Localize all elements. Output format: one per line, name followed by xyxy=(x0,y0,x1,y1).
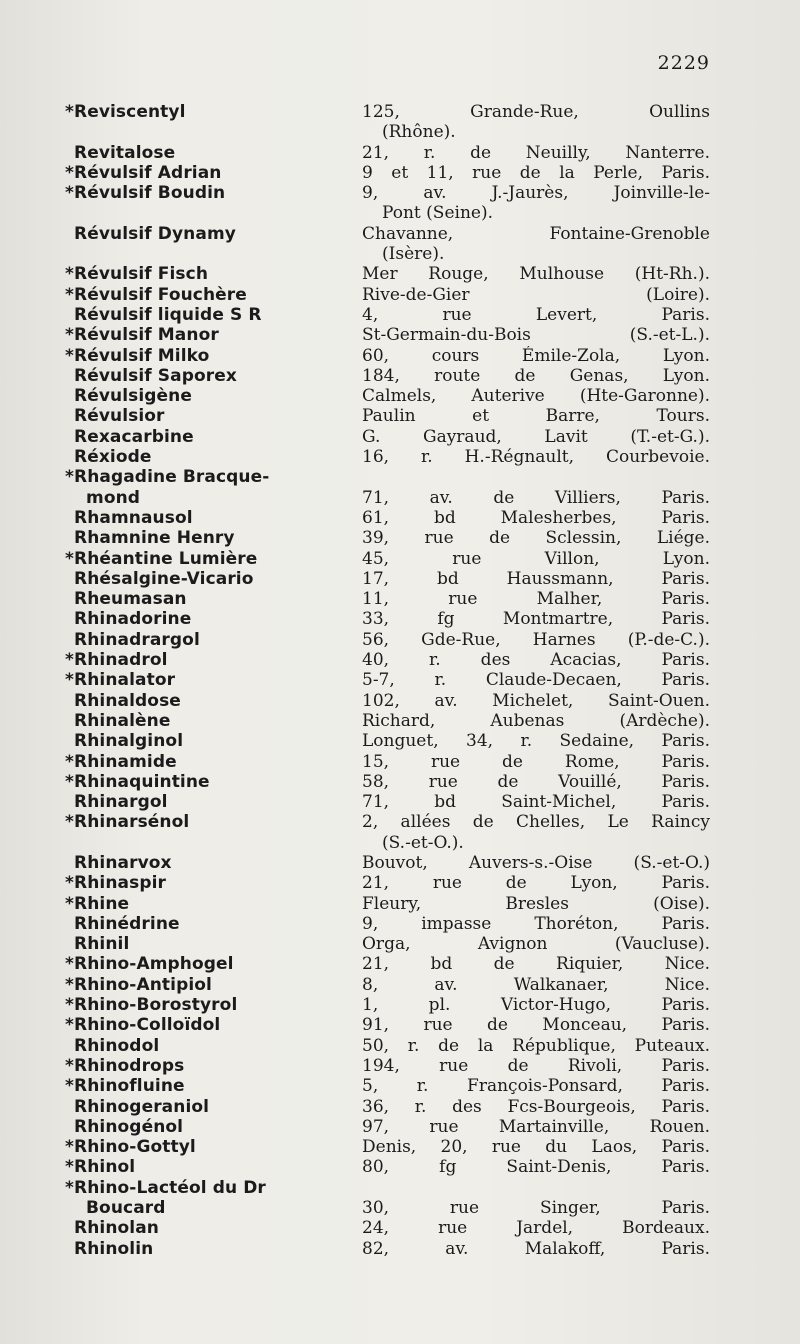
entry-name: Révulsif Adrian xyxy=(74,162,222,183)
entry-address: 8, av. Walkanaer, Nice. xyxy=(362,974,710,995)
entry-name: Révulsif liquide S R xyxy=(74,304,262,325)
entry-address: 21, rue de Lyon, Paris. xyxy=(362,873,710,894)
list-item xyxy=(60,1056,710,1076)
entry-address: 9, av. J.-Jaurès, Joinville-le- xyxy=(362,183,710,204)
entry-address: 17, bd Haussmann, Paris. xyxy=(362,568,710,589)
list-item xyxy=(60,711,710,731)
entry-address: G. Gayraud, Lavit (T.-et-G.). xyxy=(362,426,710,447)
entry-mark: * xyxy=(65,893,74,914)
list-item-continuation xyxy=(60,122,710,142)
entry-mark: * xyxy=(65,1137,74,1158)
entry-mark xyxy=(60,589,74,609)
list-item-continuation xyxy=(60,833,710,853)
entry-mark xyxy=(60,528,74,548)
entry-name: Rhamnausol xyxy=(74,507,193,528)
list-item xyxy=(60,1076,710,1096)
entry-name: Rhinodol xyxy=(74,1035,160,1056)
entry-name: Rhinofluine xyxy=(74,1076,185,1097)
entry-name: Rhinarsénol xyxy=(74,812,190,833)
entry-mark xyxy=(60,1097,74,1117)
entry-name: Révulsif Dynamy xyxy=(74,223,236,244)
entry-address: 71, bd Saint-Michel, Paris. xyxy=(362,792,710,813)
entry-name: Rhinaquintine xyxy=(74,771,210,792)
list-item xyxy=(60,752,710,772)
list-item xyxy=(60,873,710,893)
entry-mark xyxy=(60,508,74,528)
entry-address: 97, rue Martainville, Rouen. xyxy=(362,1116,710,1137)
entry-mark xyxy=(60,143,74,163)
entry-name: Rhinolin xyxy=(74,1238,154,1259)
list-item xyxy=(60,812,710,832)
entry-address: 11, rue Malher, Paris. xyxy=(362,589,710,610)
entry-address: 24, rue Jardel, Bordeaux. xyxy=(362,1218,710,1239)
entry-name: Rhinalène xyxy=(74,710,171,731)
entry-name: Rhinadrargol xyxy=(74,629,200,650)
entry-address: 45, rue Villon, Lyon. xyxy=(362,548,710,569)
entry-mark: * xyxy=(65,974,74,995)
entry-name: Rhinamide xyxy=(74,751,177,772)
entry-name: Rhino-Borostyrol xyxy=(74,995,238,1016)
entry-name: Rhinédrine xyxy=(74,913,180,934)
entry-address: 56, Gde-Rue, Harnes (P.-de-C.). xyxy=(362,629,710,650)
list-item xyxy=(60,163,710,183)
entry-name: Rhinodrops xyxy=(74,1055,185,1076)
entry-address: 9 et 11, rue de la Perle, Paris. xyxy=(362,162,710,183)
entry-mark: * xyxy=(65,1177,74,1198)
list-item xyxy=(60,995,710,1015)
entry-name: Révulsior xyxy=(74,406,165,427)
list-item xyxy=(60,224,710,244)
entry-mark: * xyxy=(65,467,74,488)
entry-name: Rhésalgine-Vicario xyxy=(74,568,254,589)
list-item xyxy=(60,1015,710,1035)
page-number: 2229 xyxy=(657,52,710,74)
entry-address-continued: (S.-et-O.). xyxy=(382,832,464,853)
list-item xyxy=(60,447,710,467)
entry-address: 184, route de Genas, Lyon. xyxy=(362,365,710,386)
list-item xyxy=(60,894,710,914)
entry-mark xyxy=(60,447,74,467)
entry-name: Rhinarvox xyxy=(74,852,172,873)
entry-name: Révulsif Boudin xyxy=(74,183,226,204)
entry-name: Rexacarbine xyxy=(74,426,194,447)
entry-mark xyxy=(60,224,74,244)
list-item xyxy=(60,549,710,569)
entry-name: Révulsif Fouchère xyxy=(74,284,247,305)
list-item xyxy=(60,853,710,873)
entry-name: Rhinargol xyxy=(74,792,168,813)
entry-address: 50, r. de la République, Puteaux. xyxy=(362,1035,710,1056)
entry-address: 5, r. François-Ponsard, Paris. xyxy=(362,1076,710,1097)
entry-mark xyxy=(60,711,74,731)
list-item xyxy=(60,508,710,528)
entry-mark: * xyxy=(65,284,74,305)
entry-address: 80, fg Saint-Denis, Paris. xyxy=(362,1157,710,1178)
entry-name: Revitalose xyxy=(74,142,176,163)
entry-address: Paulin et Barre, Tours. xyxy=(362,406,710,427)
list-item xyxy=(60,1157,710,1177)
list-item-continuation xyxy=(60,488,710,508)
list-item xyxy=(60,1178,710,1198)
list-item xyxy=(60,325,710,345)
entry-address: 60, cours Émile-Zola, Lyon. xyxy=(362,345,710,366)
entry-mark xyxy=(60,934,74,954)
entry-mark xyxy=(60,1117,74,1137)
entry-address: Longuet, 34, r. Sedaine, Paris. xyxy=(362,731,710,752)
entry-name: Rhinadorine xyxy=(74,609,192,630)
entry-mark: * xyxy=(65,995,74,1016)
entry-address: 194, rue de Rivoli, Paris. xyxy=(362,1055,710,1076)
entry-mark xyxy=(60,914,74,934)
entry-address-continued: (Rhône). xyxy=(382,122,456,143)
entry-address: Chavanne, Fontaine-Grenoble xyxy=(362,223,710,244)
entry-name: Révulsif Milko xyxy=(74,345,210,366)
entry-mark xyxy=(60,691,74,711)
entry-mark xyxy=(60,406,74,426)
entry-mark: * xyxy=(65,1055,74,1076)
list-item xyxy=(60,954,710,974)
entry-address-continued: Pont (Seine). xyxy=(382,203,493,224)
entry-name: Rhinalginol xyxy=(74,731,184,752)
entry-mark: * xyxy=(65,1157,74,1178)
entry-mark xyxy=(60,1239,74,1259)
entry-address: 91, rue de Monceau, Paris. xyxy=(362,1015,710,1036)
entry-mark: * xyxy=(65,183,74,204)
entry-mark: * xyxy=(65,670,74,691)
entry-name: Rhinalator xyxy=(74,670,176,691)
entry-name: Révulsif Saporex xyxy=(74,365,237,386)
entry-name: Rhino-Gottyl xyxy=(74,1137,196,1158)
list-item xyxy=(60,1218,710,1238)
entry-name: Révulsif Manor xyxy=(74,325,219,346)
entry-name: Rhino-Lactéol du Dr xyxy=(74,1177,266,1198)
entry-name: Rheumasan xyxy=(74,589,187,610)
entry-address: 102, av. Michelet, Saint-Ouen. xyxy=(362,690,710,711)
entry-mark: * xyxy=(65,102,74,122)
entry-name: Rhinolan xyxy=(74,1218,160,1239)
list-item xyxy=(60,569,710,589)
list-item xyxy=(60,346,710,366)
entry-address: 21, r. de Neuilly, Nanterre. xyxy=(362,142,710,163)
list-item xyxy=(60,914,710,934)
entry-address: Calmels, Auterive (Hte-Garonne). xyxy=(362,386,710,407)
entry-mark xyxy=(60,609,74,629)
list-item xyxy=(60,1137,710,1157)
entry-address: 39, rue de Sclessin, Liége. xyxy=(362,528,710,549)
list-item xyxy=(60,975,710,995)
list-item xyxy=(60,183,710,203)
entry-mark: * xyxy=(65,650,74,671)
list-item xyxy=(60,1097,710,1117)
entry-address: 33, fg Montmartre, Paris. xyxy=(362,609,710,630)
entry-address: 61, bd Malesherbes, Paris. xyxy=(362,507,710,528)
entry-address-continued: 71, av. de Villiers, Paris. xyxy=(362,487,710,508)
entry-name: Réxiode xyxy=(74,447,152,468)
entry-address: 40, r. des Acacias, Paris. xyxy=(362,650,710,671)
entry-mark: * xyxy=(65,771,74,792)
list-item-continuation xyxy=(60,1198,710,1218)
entry-mark: * xyxy=(65,548,74,569)
entry-address: 125, Grande-Rue, Oullins xyxy=(362,102,710,122)
entry-address: Rive-de-Gier (Loire). xyxy=(362,284,710,305)
entry-mark: * xyxy=(65,1076,74,1097)
entry-name: Reviscentyl xyxy=(74,102,186,122)
list-item-continuation xyxy=(60,203,710,223)
entry-mark xyxy=(60,1036,74,1056)
list-item-continuation xyxy=(60,244,710,264)
entry-name: Rhinogénol xyxy=(74,1116,184,1137)
entry-address: Bouvot, Auvers-s.-Oise (S.-et-O.) xyxy=(362,852,710,873)
entry-mark xyxy=(60,731,74,751)
entry-mark xyxy=(60,427,74,447)
entry-address: 15, rue de Rome, Paris. xyxy=(362,751,710,772)
entry-name: Rhinaspir xyxy=(74,873,166,894)
list-item xyxy=(60,589,710,609)
list-item xyxy=(60,691,710,711)
list-item xyxy=(60,528,710,548)
entry-name: Rhéantine Lumière xyxy=(74,548,258,569)
entry-address: 2, allées de Chelles, Le Raincy xyxy=(362,812,710,833)
list-item xyxy=(60,467,710,487)
entry-mark: * xyxy=(65,954,74,975)
entry-address: 21, bd de Riquier, Nice. xyxy=(362,954,710,975)
entry-address: Denis, 20, rue du Laos, Paris. xyxy=(362,1137,710,1158)
entry-name: Rhinadrol xyxy=(74,650,168,671)
entry-list xyxy=(60,102,710,1259)
entry-address: 82, av. Malakoff, Paris. xyxy=(362,1238,710,1259)
entry-name: Révulsigène xyxy=(74,386,193,407)
entry-mark: * xyxy=(65,345,74,366)
entry-address: 9, impasse Thoréton, Paris. xyxy=(362,913,710,934)
entry-mark xyxy=(60,792,74,812)
entry-name: Révulsif Fisch xyxy=(74,264,209,285)
entry-mark xyxy=(60,630,74,650)
entry-address: Richard, Aubenas (Ardèche). xyxy=(362,710,710,731)
entry-mark xyxy=(60,569,74,589)
entry-name: Rhinogeraniol xyxy=(74,1096,210,1117)
entry-address: 5-7, r. Claude-Decaen, Paris. xyxy=(362,670,710,691)
list-item xyxy=(60,366,710,386)
list-item xyxy=(60,305,710,325)
list-item xyxy=(60,1036,710,1056)
entry-mark xyxy=(60,1218,74,1238)
entry-name-continued: mond xyxy=(86,487,141,508)
list-item xyxy=(60,609,710,629)
entry-mark xyxy=(60,386,74,406)
list-item xyxy=(60,650,710,670)
list-item xyxy=(60,386,710,406)
entry-mark: * xyxy=(65,812,74,833)
entry-address: Fleury, Bresles (Oise). xyxy=(362,893,710,914)
entry-mark xyxy=(60,853,74,873)
entry-name: Rhino-Antipiol xyxy=(74,974,212,995)
list-item xyxy=(60,934,710,954)
list-item xyxy=(60,670,710,690)
list-item xyxy=(60,406,710,426)
entry-address: 16, r. H.-Régnault, Courbevoie. xyxy=(362,447,710,468)
entry-address-continued: (Isère). xyxy=(382,244,445,265)
list-item xyxy=(60,102,710,122)
list-item xyxy=(60,792,710,812)
list-item xyxy=(60,143,710,163)
list-item xyxy=(60,731,710,751)
entry-address: Orga, Avignon (Vaucluse). xyxy=(362,934,710,955)
entry-name: Rhinaldose xyxy=(74,690,181,711)
entry-name: Rhino-Colloïdol xyxy=(74,1015,221,1036)
entry-mark: * xyxy=(65,1015,74,1036)
list-item xyxy=(60,1239,710,1259)
list-item xyxy=(60,772,710,792)
entry-mark: * xyxy=(65,873,74,894)
list-item xyxy=(60,630,710,650)
entry-name: Rhinil xyxy=(74,934,130,955)
entry-address: 4, rue Levert, Paris. xyxy=(362,304,710,325)
entry-name: Rhino-Amphogel xyxy=(74,954,234,975)
entry-name: Rhine xyxy=(74,893,130,914)
entry-address: St-Germain-du-Bois (S.-et-L.). xyxy=(362,325,710,346)
entry-mark: * xyxy=(65,751,74,772)
list-item xyxy=(60,264,710,284)
entry-address: Mer Rouge, Mulhouse (Ht-Rh.). xyxy=(362,264,710,285)
entry-mark: * xyxy=(65,162,74,183)
entry-name: Rhamnine Henry xyxy=(74,528,235,549)
entry-mark: * xyxy=(65,264,74,285)
entry-address: 1, pl. Victor-Hugo, Paris. xyxy=(362,995,710,1016)
list-item xyxy=(60,427,710,447)
entry-mark xyxy=(60,366,74,386)
entry-address-continued: 30, rue Singer, Paris. xyxy=(362,1198,710,1219)
entry-address: 36, r. des Fcs-Bourgeois, Paris. xyxy=(362,1096,710,1117)
entry-address: 58, rue de Vouillé, Paris. xyxy=(362,771,710,792)
entry-mark xyxy=(60,305,74,325)
entry-name: Rhinol xyxy=(74,1157,136,1178)
list-item xyxy=(60,1117,710,1137)
entry-name-continued: Boucard xyxy=(86,1198,166,1219)
entry-name: Rhagadine Bracque- xyxy=(74,467,270,488)
list-item xyxy=(60,285,710,305)
entry-mark: * xyxy=(65,325,74,346)
